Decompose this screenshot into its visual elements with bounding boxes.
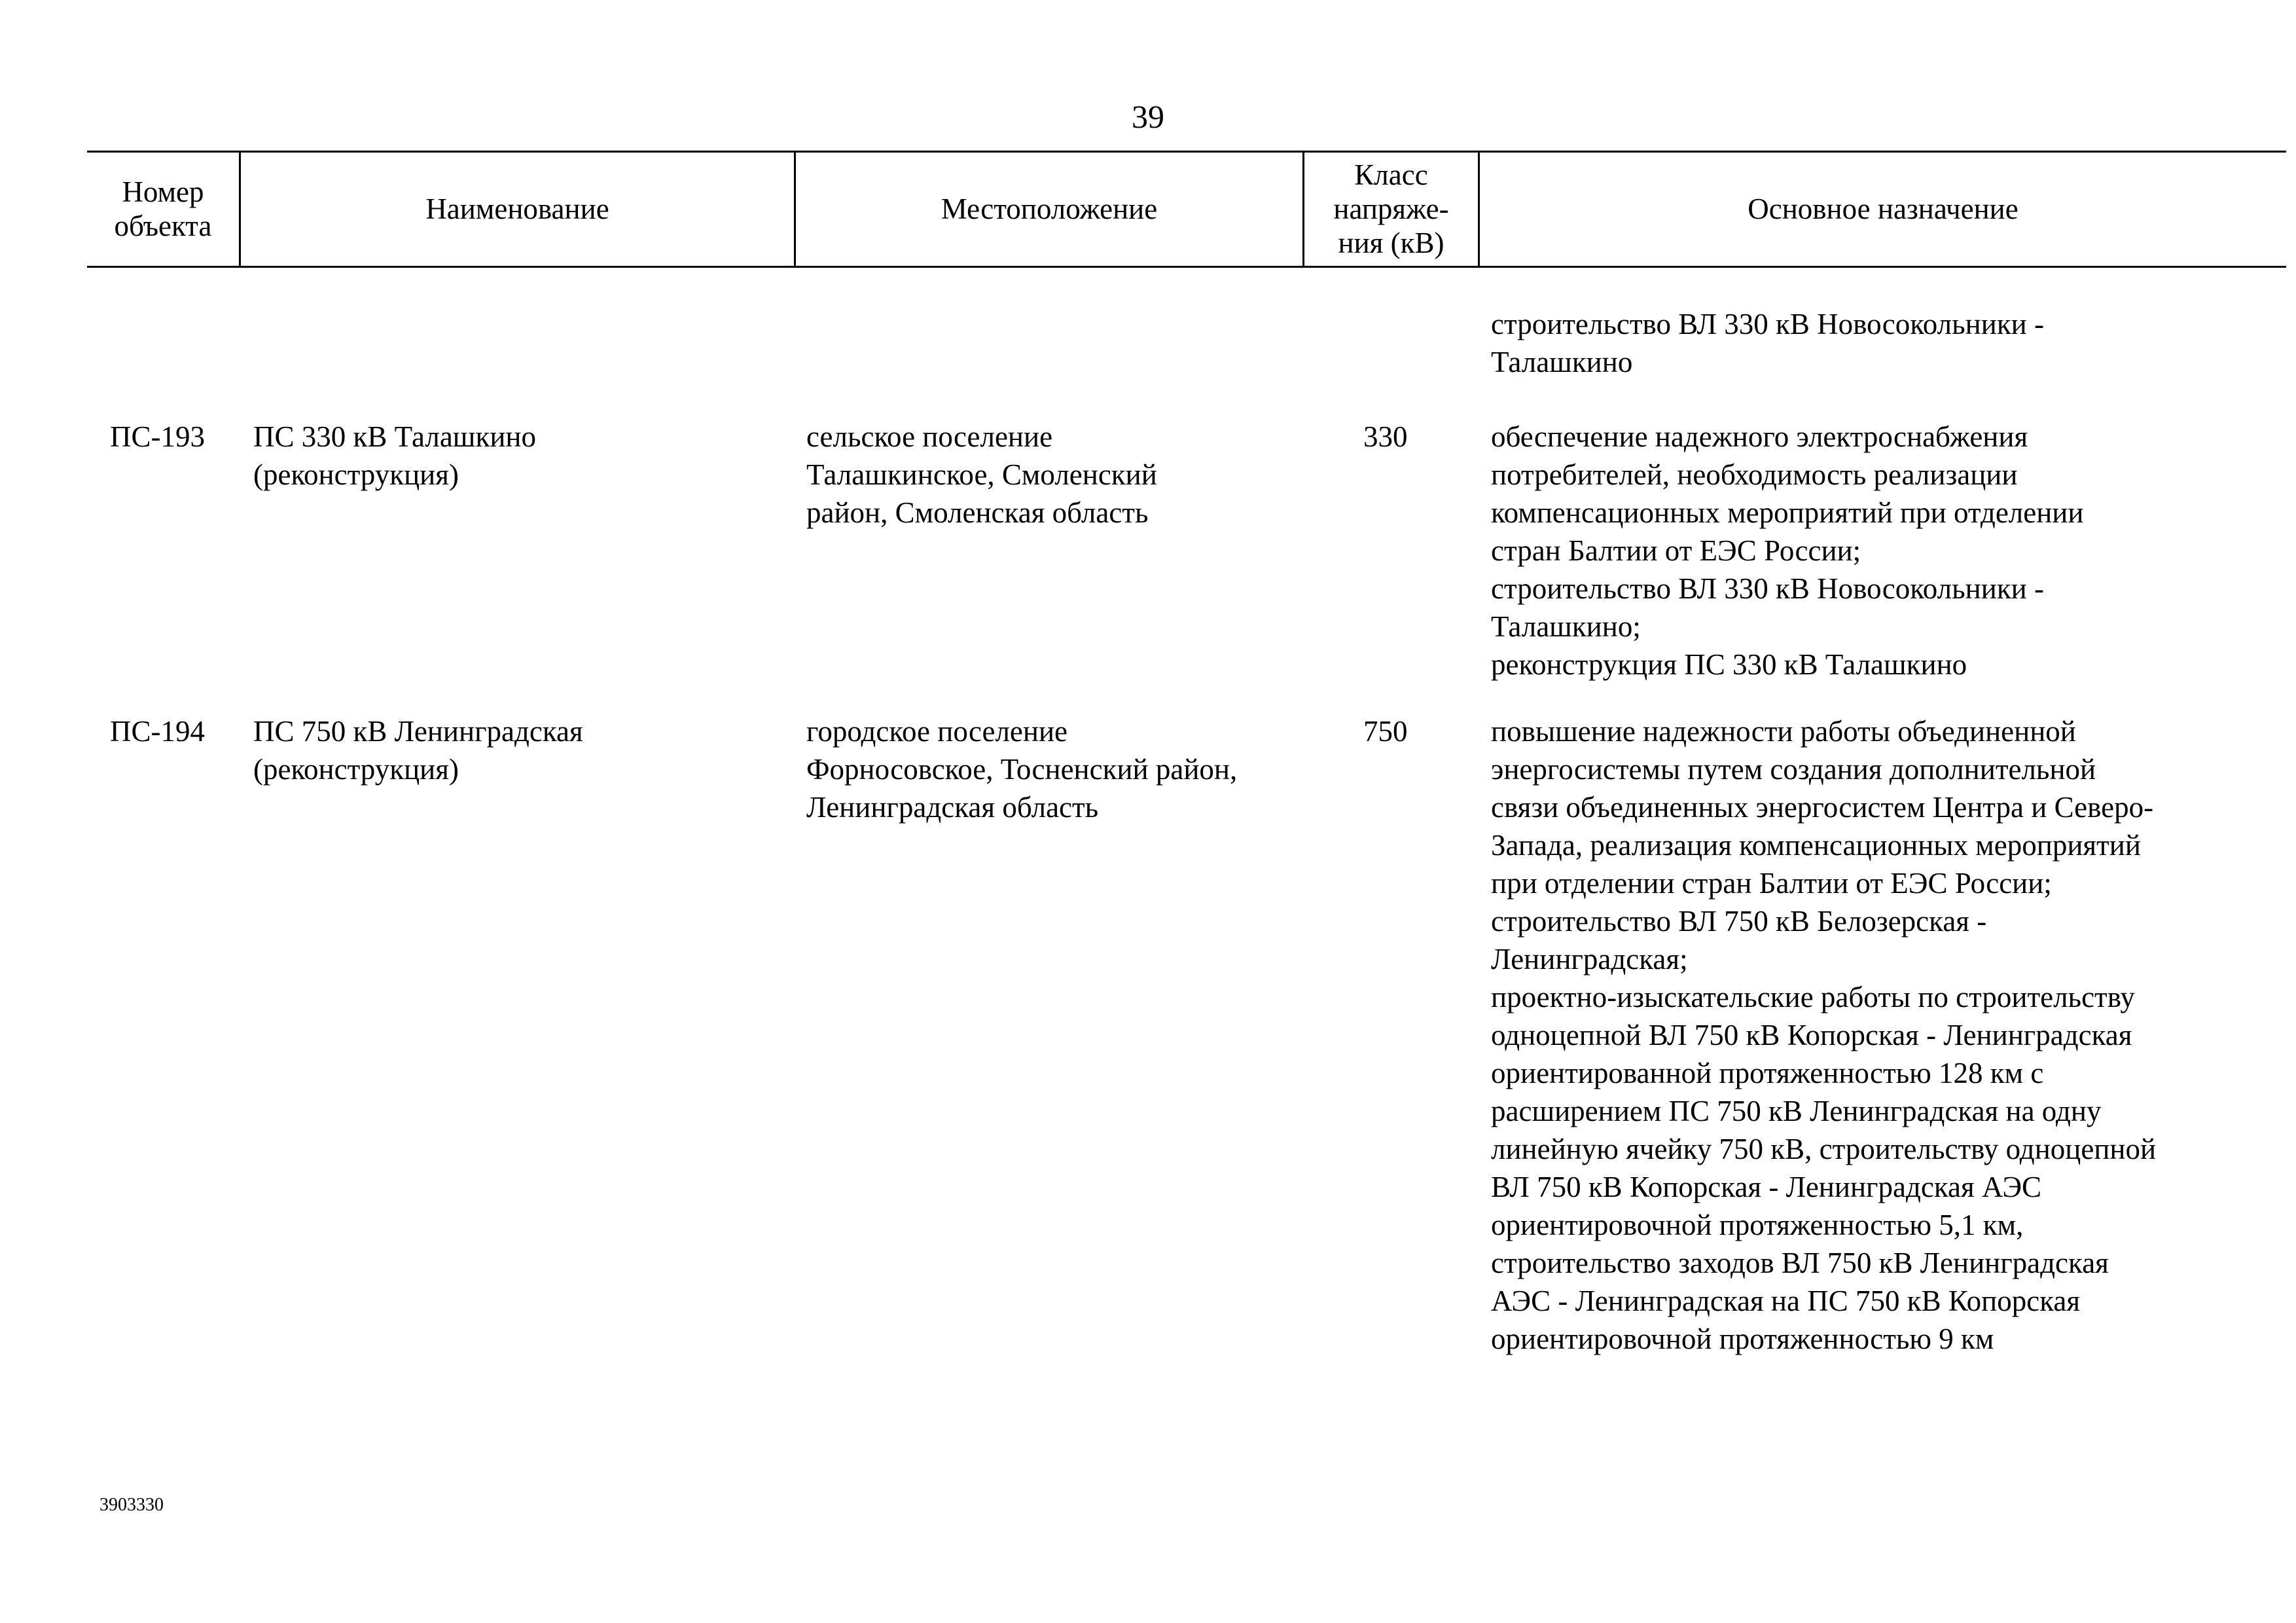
header-location: Местоположение	[941, 192, 1158, 225]
object-name	[253, 712, 583, 788]
location-line: сельское поселение	[806, 420, 1053, 453]
purpose-line: Ленинградская;	[1491, 943, 1688, 976]
object-purpose	[1491, 712, 2156, 1358]
object-purpose	[1491, 418, 2083, 684]
object-number: ПС-193	[110, 420, 205, 453]
purpose-line: ВЛ 750 кВ Копорская - Ленинградская АЭС	[1491, 1171, 2042, 1203]
purpose-line: ориентировочной протяженностью 9 км	[1491, 1322, 1994, 1355]
purpose-line: реконструкция ПС 330 кВ Талашкино	[1491, 648, 1967, 681]
header-voltage-class	[1304, 152, 1478, 266]
purpose-line: АЭС - Ленинградская на ПС 750 кВ Копорская	[1491, 1285, 2081, 1317]
purpose-line: при отделении стран Балтии от ЕЭС России;	[1491, 867, 2052, 900]
voltage-value: 330	[1363, 420, 1408, 453]
name-line: ПС 330 кВ Талашкино	[253, 420, 536, 453]
header-line: объекта	[114, 210, 212, 242]
purpose-line: строительство ВЛ 750 кВ Белозерская -	[1491, 905, 1987, 938]
purpose-line: обеспечение надежного электроснабжения	[1491, 420, 2028, 453]
table-header-bottom-rule	[87, 266, 2286, 268]
object-number: ПС-194	[110, 715, 205, 748]
purpose-line: строительство заходов ВЛ 750 кВ Ленинградская	[1491, 1247, 2109, 1279]
object-location	[806, 712, 1237, 826]
purpose-line: ориентированной протяженностью 128 км с	[1491, 1057, 2044, 1089]
location-line: Талашкинское, Смоленский	[806, 458, 1157, 491]
location-line: район, Смоленская область	[806, 496, 1149, 529]
purpose-line: связи объединенных энергосистем Центра и Северо-	[1491, 791, 2154, 824]
purpose-line: Талашкино;	[1491, 610, 1641, 643]
header-purpose: Основное назначение	[1748, 192, 2018, 225]
header-name: Наименование	[425, 192, 609, 225]
object-name	[253, 418, 536, 494]
header-line: напряже-	[1333, 192, 1449, 225]
purpose-line: ориентировочной протяженностью 5,1 км,	[1491, 1209, 2024, 1241]
purpose-line: расширением ПС 750 кВ Ленинградская на одну	[1491, 1095, 2102, 1127]
voltage-value: 750	[1363, 715, 1408, 748]
location-line: Ленинградская область	[806, 791, 1099, 824]
header-line: ния (кВ)	[1338, 227, 1444, 259]
location-line: городское поселение	[806, 715, 1068, 748]
header-object-number	[87, 152, 239, 266]
purpose-line: стран Балтии от ЕЭС России;	[1491, 534, 1861, 567]
purpose-line: проектно-изыскательские работы по строительству	[1491, 981, 2135, 1013]
purpose-line: одноцепной ВЛ 750 кВ Копорская - Ленинградская	[1491, 1019, 2132, 1051]
purpose-line: линейную ячейку 750 кВ, строительству одноцепной	[1491, 1133, 2157, 1165]
purpose-line: строительство ВЛ 330 кВ Новосокольники -	[1491, 572, 2045, 605]
document-code: 3903330	[99, 1495, 164, 1515]
object-location	[806, 418, 1157, 532]
purpose-line: строительство ВЛ 330 кВ Новосокольники -	[1491, 308, 2045, 340]
continuation-purpose	[1491, 305, 2044, 381]
purpose-line: потребителей, необходимость реализации	[1491, 458, 2018, 491]
location-line: Форносовское, Тосненский район,	[806, 753, 1238, 786]
purpose-line: компенсационных мероприятий при отделении	[1491, 496, 2084, 529]
name-line: (реконструкция)	[253, 458, 459, 491]
page-number: 39	[1132, 98, 1164, 135]
purpose-line: Талашкино	[1491, 346, 1633, 378]
name-line: ПС 750 кВ Ленинградская	[253, 715, 583, 748]
header-line: Класс	[1354, 158, 1428, 191]
purpose-line: повышение надежности работы объединенной	[1491, 715, 2076, 748]
purpose-line: энергосистемы путем создания дополнительной	[1491, 753, 2096, 786]
purpose-line: Запада, реализация компенсационных мероприятий	[1491, 829, 2141, 862]
header-line: Номер	[122, 175, 204, 208]
name-line: (реконструкция)	[253, 753, 459, 786]
